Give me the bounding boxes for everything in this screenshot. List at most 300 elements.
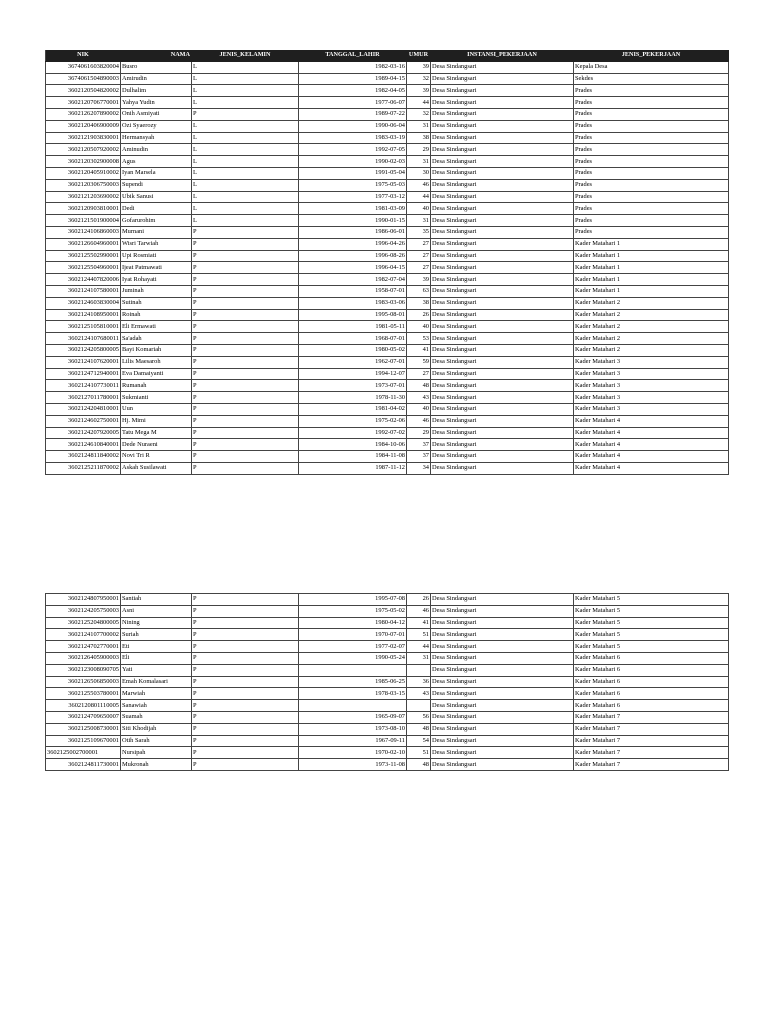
cell-umur: 59 <box>407 356 431 368</box>
cell-tanggal-lahir: 1983-03-06 <box>299 297 407 309</box>
cell-instansi-pekerjaan: Desa Sindangsari <box>431 61 574 73</box>
cell-tanggal-lahir: 1978-03-15 <box>299 688 407 700</box>
cell-jenis-kelamin: P <box>192 652 299 664</box>
table-row <box>46 97 729 109</box>
cell-nik: 3602124107730011 <box>46 380 121 392</box>
table-row <box>46 594 729 606</box>
cell-nik: 3602125211870002 <box>46 462 121 474</box>
cell-jenis-pekerjaan: Prades <box>574 215 729 227</box>
cell-umur: 39 <box>407 85 431 97</box>
cell-nama: Bayi Komariah <box>121 344 192 356</box>
table-row <box>46 108 729 120</box>
cell-nama: Onih Asmiyati <box>121 108 192 120</box>
cell-instansi-pekerjaan: Desa Sindangsari <box>431 203 574 215</box>
cell-umur: 29 <box>407 144 431 156</box>
cell-jenis-kelamin: P <box>192 262 299 274</box>
cell-umur: 48 <box>407 380 431 392</box>
cell-jenis-kelamin: P <box>192 238 299 250</box>
cell-tanggal-lahir: 1996-04-15 <box>299 262 407 274</box>
table-row <box>46 167 729 179</box>
cell-umur: 31 <box>407 156 431 168</box>
cell-umur: 39 <box>407 274 431 286</box>
cell-nik: 3602126506850003 <box>46 676 121 688</box>
cell-instansi-pekerjaan: Desa Sindangsari <box>431 462 574 474</box>
cell-nama: Iyat Rohayati <box>121 274 192 286</box>
cell-jenis-kelamin: L <box>192 167 299 179</box>
cell-tanggal-lahir <box>299 664 407 676</box>
cell-umur: 37 <box>407 451 431 463</box>
cell-tanggal-lahir: 1989-04-15 <box>299 73 407 85</box>
cell-nama: Marwiah <box>121 688 192 700</box>
cell-nik: 3602121501900004 <box>46 215 121 227</box>
cell-umur: 37 <box>407 439 431 451</box>
cell-nama: Novi Tri R <box>121 451 192 463</box>
cell-nik: 3602124407820006 <box>46 274 121 286</box>
cell-jenis-pekerjaan: Kader Matahari 1 <box>574 238 729 250</box>
cell-umur: 51 <box>407 747 431 759</box>
cell-nama: Suriah <box>121 629 192 641</box>
cell-nik: 3602125502990001 <box>46 250 121 262</box>
cell-nama: Lilis Maesaroh <box>121 356 192 368</box>
cell-instansi-pekerjaan: Desa Sindangsari <box>431 700 574 712</box>
cell-jenis-pekerjaan: Kader Matahari 2 <box>574 344 729 356</box>
table-row <box>46 297 729 309</box>
cell-jenis-kelamin: L <box>192 156 299 168</box>
cell-nama: Murnani <box>121 226 192 238</box>
cell-umur: 40 <box>407 203 431 215</box>
cell-nama: Ozi Syaerozy <box>121 120 192 132</box>
cell-tanggal-lahir: 1989-07-22 <box>299 108 407 120</box>
table-row <box>46 403 729 415</box>
cell-nik: 3602120302900008 <box>46 156 121 168</box>
cell-jenis-kelamin: L <box>192 85 299 97</box>
cell-nama: Supendi <box>121 179 192 191</box>
cell-nik: 3602121203690002 <box>46 191 121 203</box>
table-row <box>46 747 729 759</box>
cell-nama: Agus <box>121 156 192 168</box>
cell-nama: Ijeat Patmawati <box>121 262 192 274</box>
cell-instansi-pekerjaan: Desa Sindangsari <box>431 392 574 404</box>
cell-jenis-kelamin: P <box>192 285 299 297</box>
cell-umur: 48 <box>407 759 431 771</box>
cell-jenis-pekerjaan: Kader Matahari 2 <box>574 309 729 321</box>
cell-umur: 51 <box>407 629 431 641</box>
cell-umur: 38 <box>407 297 431 309</box>
cell-jenis-pekerjaan: Kader Matahari 5 <box>574 605 729 617</box>
cell-umur: 32 <box>407 108 431 120</box>
table-row <box>46 700 729 712</box>
cell-tanggal-lahir: 1982-07-04 <box>299 274 407 286</box>
cell-jenis-pekerjaan: Kader Matahari 3 <box>574 356 729 368</box>
cell-nama: Wisri Tarwiah <box>121 238 192 250</box>
cell-nama: Eli <box>121 652 192 664</box>
cell-instansi-pekerjaan: Desa Sindangsari <box>431 344 574 356</box>
table-row <box>46 73 729 85</box>
cell-jenis-pekerjaan: Prades <box>574 132 729 144</box>
cell-tanggal-lahir: 1990-02-03 <box>299 156 407 168</box>
cell-nama: Mukronah <box>121 759 192 771</box>
cell-tanggal-lahir: 1992-07-02 <box>299 427 407 439</box>
cell-instansi-pekerjaan: Desa Sindangsari <box>431 711 574 723</box>
cell-jenis-kelamin: P <box>192 723 299 735</box>
cell-tanggal-lahir: 1973-07-01 <box>299 380 407 392</box>
cell-tanggal-lahir: 1978-11-30 <box>299 392 407 404</box>
cell-nik: 3602124107580001 <box>46 285 121 297</box>
table-row <box>46 380 729 392</box>
cell-nama: Hermansyah <box>121 132 192 144</box>
table-row <box>46 333 729 345</box>
cell-tanggal-lahir: 1977-02-07 <box>299 641 407 653</box>
cell-jenis-kelamin: P <box>192 250 299 262</box>
cell-jenis-pekerjaan: Prades <box>574 108 729 120</box>
cell-instansi-pekerjaan: Desa Sindangsari <box>431 73 574 85</box>
cell-nama: Askah Susilawati <box>121 462 192 474</box>
cell-instansi-pekerjaan: Desa Sindangsari <box>431 652 574 664</box>
cell-instansi-pekerjaan: Desa Sindangsari <box>431 641 574 653</box>
cell-nik: 3602120405910002 <box>46 167 121 179</box>
cell-jenis-pekerjaan: Kader Matahari 1 <box>574 250 729 262</box>
table-row <box>46 617 729 629</box>
cell-jenis-pekerjaan: Prades <box>574 167 729 179</box>
cell-jenis-pekerjaan: Kader Matahari 1 <box>574 274 729 286</box>
cell-jenis-kelamin: P <box>192 605 299 617</box>
cell-umur: 31 <box>407 120 431 132</box>
table-row <box>46 191 729 203</box>
cell-instansi-pekerjaan: Desa Sindangsari <box>431 250 574 262</box>
table-row <box>46 344 729 356</box>
cell-umur: 27 <box>407 250 431 262</box>
cell-umur: 29 <box>407 427 431 439</box>
cell-nik: 3602124108950001 <box>46 309 121 321</box>
cell-instansi-pekerjaan: Desa Sindangsari <box>431 403 574 415</box>
cell-tanggal-lahir <box>299 700 407 712</box>
cell-nama: Sanawiah <box>121 700 192 712</box>
cell-nik: 3602120507920002 <box>46 144 121 156</box>
cell-jenis-kelamin: P <box>192 451 299 463</box>
cell-nik: 3602125503780001 <box>46 688 121 700</box>
cell-jenis-kelamin: L <box>192 215 299 227</box>
table-row <box>46 652 729 664</box>
cell-jenis-kelamin: P <box>192 594 299 606</box>
cell-instansi-pekerjaan: Desa Sindangsari <box>431 676 574 688</box>
cell-nik: 3602125109670001 <box>46 735 121 747</box>
cell-nik: 3602126207890002 <box>46 108 121 120</box>
table-row <box>46 629 729 641</box>
cell-jenis-kelamin: P <box>192 439 299 451</box>
cell-nama: Asni <box>121 605 192 617</box>
table-row <box>46 415 729 427</box>
cell-nik: 3602120903810001 <box>46 203 121 215</box>
cell-instansi-pekerjaan: Desa Sindangsari <box>431 285 574 297</box>
cell-jenis-pekerjaan: Kader Matahari 4 <box>574 462 729 474</box>
cell-instansi-pekerjaan: Desa Sindangsari <box>431 605 574 617</box>
cell-nik: 3602127011780001 <box>46 392 121 404</box>
cell-tanggal-lahir: 1981-05-11 <box>299 321 407 333</box>
cell-jenis-kelamin: P <box>192 309 299 321</box>
table-row <box>46 203 729 215</box>
cell-jenis-pekerjaan: Prades <box>574 226 729 238</box>
cell-instansi-pekerjaan: Desa Sindangsari <box>431 262 574 274</box>
cell-nik: 3602124205750003 <box>46 605 121 617</box>
cell-tanggal-lahir: 1996-04-26 <box>299 238 407 250</box>
cell-tanggal-lahir: 1987-11-12 <box>299 462 407 474</box>
cell-instansi-pekerjaan: Desa Sindangsari <box>431 179 574 191</box>
cell-instansi-pekerjaan: Desa Sindangsari <box>431 108 574 120</box>
cell-jenis-kelamin: L <box>192 73 299 85</box>
cell-instansi-pekerjaan: Desa Sindangsari <box>431 132 574 144</box>
cell-nik: 3602124107620001 <box>46 356 121 368</box>
data-table-page-1 <box>45 50 729 475</box>
cell-umur: 48 <box>407 723 431 735</box>
cell-nik: 3674061603820004 <box>46 61 121 73</box>
cell-tanggal-lahir: 1970-02-10 <box>299 747 407 759</box>
cell-tanggal-lahir: 1990-05-24 <box>299 652 407 664</box>
cell-nama: Rumanah <box>121 380 192 392</box>
cell-jenis-kelamin: L <box>192 120 299 132</box>
cell-umur: 27 <box>407 262 431 274</box>
cell-jenis-pekerjaan: Kader Matahari 2 <box>574 333 729 345</box>
table-row <box>46 156 729 168</box>
cell-nik: 3602120706770001 <box>46 97 121 109</box>
cell-nik: 3602123008090705 <box>46 664 121 676</box>
cell-tanggal-lahir: 1965-09-07 <box>299 711 407 723</box>
cell-nama: Eti <box>121 641 192 653</box>
cell-umur: 38 <box>407 132 431 144</box>
cell-umur: 26 <box>407 309 431 321</box>
cell-nama: Dedi <box>121 203 192 215</box>
cell-nik: 3602124205800005 <box>46 344 121 356</box>
table-row <box>46 285 729 297</box>
cell-instansi-pekerjaan: Desa Sindangsari <box>431 191 574 203</box>
cell-nik: 3602125504960001 <box>46 262 121 274</box>
cell-umur: 39 <box>407 61 431 73</box>
cell-nik: 3602120504820002 <box>46 85 121 97</box>
cell-jenis-pekerjaan: Sekdes <box>574 73 729 85</box>
cell-umur: 27 <box>407 238 431 250</box>
cell-nik: 3602124807950001 <box>46 594 121 606</box>
table-row <box>46 605 729 617</box>
cell-instansi-pekerjaan: Desa Sindangsari <box>431 415 574 427</box>
cell-instansi-pekerjaan: Desa Sindangsari <box>431 380 574 392</box>
cell-tanggal-lahir: 1958-07-01 <box>299 285 407 297</box>
cell-tanggal-lahir: 1985-06-25 <box>299 676 407 688</box>
cell-nama: Eva Damaiyanti <box>121 368 192 380</box>
cell-umur: 44 <box>407 191 431 203</box>
cell-umur: 43 <box>407 392 431 404</box>
cell-jenis-pekerjaan: Kader Matahari 6 <box>574 688 729 700</box>
cell-jenis-kelamin: P <box>192 711 299 723</box>
cell-jenis-kelamin: P <box>192 759 299 771</box>
cell-nik: 3602124811840002 <box>46 451 121 463</box>
cell-jenis-pekerjaan: Kader Matahari 6 <box>574 676 729 688</box>
cell-nama: Ubik Sanusi <box>121 191 192 203</box>
cell-tanggal-lahir: 1992-07-05 <box>299 144 407 156</box>
cell-nik: 3602126405900003 <box>46 652 121 664</box>
cell-tanggal-lahir: 1981-03-09 <box>299 203 407 215</box>
table-row <box>46 462 729 474</box>
data-table-page-2 <box>45 593 729 771</box>
cell-nama: Gofarurohim <box>121 215 192 227</box>
cell-nik: 3602124702770001 <box>46 641 121 653</box>
cell-instansi-pekerjaan: Desa Sindangsari <box>431 85 574 97</box>
table-body-page-1 <box>46 61 729 474</box>
cell-jenis-pekerjaan: Kader Matahari 5 <box>574 594 729 606</box>
cell-jenis-pekerjaan: Kader Matahari 4 <box>574 439 729 451</box>
cell-tanggal-lahir: 1975-02-06 <box>299 415 407 427</box>
cell-jenis-kelamin: L <box>192 132 299 144</box>
cell-nik: 3602125105810001 <box>46 321 121 333</box>
cell-nama: Yahya Yudin <box>121 97 192 109</box>
cell-jenis-kelamin: P <box>192 368 299 380</box>
cell-nik: 3602121903830001 <box>46 132 121 144</box>
table-row <box>46 427 729 439</box>
cell-nama: Dulhalim <box>121 85 192 97</box>
cell-instansi-pekerjaan: Desa Sindangsari <box>431 167 574 179</box>
cell-jenis-pekerjaan: Kader Matahari 6 <box>574 664 729 676</box>
cell-umur <box>407 664 431 676</box>
cell-jenis-pekerjaan: Kader Matahari 3 <box>574 368 729 380</box>
cell-jenis-pekerjaan: Prades <box>574 191 729 203</box>
table-row <box>46 688 729 700</box>
cell-tanggal-lahir: 1982-04-05 <box>299 85 407 97</box>
cell-jenis-pekerjaan: Kader Matahari 5 <box>574 629 729 641</box>
cell-nama: Amirudin <box>121 73 192 85</box>
cell-nik: 3602124602750001 <box>46 415 121 427</box>
cell-umur: 53 <box>407 333 431 345</box>
cell-nik: 3602124712940001 <box>46 368 121 380</box>
cell-tanggal-lahir: 1973-11-08 <box>299 759 407 771</box>
cell-nama: Emah Komalasari <box>121 676 192 688</box>
cell-instansi-pekerjaan: Desa Sindangsari <box>431 321 574 333</box>
table-row <box>46 321 729 333</box>
cell-jenis-kelamin: P <box>192 403 299 415</box>
cell-nama: Nining <box>121 617 192 629</box>
cell-nik: 3602124709650007 <box>46 711 121 723</box>
cell-jenis-kelamin: P <box>192 356 299 368</box>
cell-instansi-pekerjaan: Desa Sindangsari <box>431 356 574 368</box>
cell-nik: 3602126604960001 <box>46 238 121 250</box>
table-row <box>46 132 729 144</box>
cell-nik: 3602120801110005 <box>46 700 121 712</box>
table-row <box>46 61 729 73</box>
cell-instansi-pekerjaan: Desa Sindangsari <box>431 617 574 629</box>
cell-jenis-pekerjaan: Kader Matahari 3 <box>574 380 729 392</box>
cell-jenis-kelamin: P <box>192 664 299 676</box>
cell-jenis-kelamin: P <box>192 297 299 309</box>
table-row <box>46 226 729 238</box>
cell-nik: 3602124610840001 <box>46 439 121 451</box>
cell-tanggal-lahir: 1970-07-01 <box>299 629 407 641</box>
cell-jenis-kelamin: P <box>192 108 299 120</box>
cell-jenis-pekerjaan: Kader Matahari 7 <box>574 759 729 771</box>
cell-tanggal-lahir: 1982-03-16 <box>299 61 407 73</box>
cell-instansi-pekerjaan: Desa Sindangsari <box>431 759 574 771</box>
cell-umur: 41 <box>407 617 431 629</box>
cell-jenis-pekerjaan: Kader Matahari 4 <box>574 427 729 439</box>
table-row <box>46 641 729 653</box>
cell-umur: 41 <box>407 344 431 356</box>
table-row <box>46 356 729 368</box>
cell-umur: 27 <box>407 368 431 380</box>
cell-nama: Juminah <box>121 285 192 297</box>
cell-tanggal-lahir: 1975-05-02 <box>299 605 407 617</box>
cell-umur: 46 <box>407 179 431 191</box>
table-body-page-2 <box>46 594 729 771</box>
cell-tanggal-lahir: 1995-07-08 <box>299 594 407 606</box>
cell-instansi-pekerjaan: Desa Sindangsari <box>431 451 574 463</box>
cell-tanggal-lahir: 1984-10-06 <box>299 439 407 451</box>
cell-jenis-pekerjaan: Kader Matahari 2 <box>574 297 729 309</box>
cell-tanggal-lahir: 1990-01-15 <box>299 215 407 227</box>
cell-jenis-pekerjaan: Kader Matahari 2 <box>574 321 729 333</box>
cell-instansi-pekerjaan: Desa Sindangsari <box>431 747 574 759</box>
table-row <box>46 392 729 404</box>
table-row <box>46 238 729 250</box>
cell-jenis-pekerjaan: Kader Matahari 4 <box>574 415 729 427</box>
header-umur: UMUR <box>407 50 431 61</box>
cell-nama: Siti Khodijah <box>121 723 192 735</box>
cell-nama: Sukmianti <box>121 392 192 404</box>
cell-jenis-pekerjaan: Kader Matahari 6 <box>574 652 729 664</box>
cell-tanggal-lahir: 1990-06-04 <box>299 120 407 132</box>
cell-jenis-pekerjaan: Kepala Desa <box>574 61 729 73</box>
cell-jenis-pekerjaan: Kader Matahari 7 <box>574 747 729 759</box>
cell-nama: Iyan Marsela <box>121 167 192 179</box>
cell-nama: Sutinah <box>121 297 192 309</box>
cell-instansi-pekerjaan: Desa Sindangsari <box>431 156 574 168</box>
cell-jenis-kelamin: P <box>192 333 299 345</box>
cell-tanggal-lahir: 1962-07-01 <box>299 356 407 368</box>
cell-instansi-pekerjaan: Desa Sindangsari <box>431 439 574 451</box>
cell-instansi-pekerjaan: Desa Sindangsari <box>431 144 574 156</box>
cell-tanggal-lahir: 1996-08-26 <box>299 250 407 262</box>
cell-jenis-pekerjaan: Kader Matahari 3 <box>574 403 729 415</box>
cell-instansi-pekerjaan: Desa Sindangsari <box>431 215 574 227</box>
cell-nik: 3602124204810001 <box>46 403 121 415</box>
cell-jenis-kelamin: P <box>192 344 299 356</box>
cell-jenis-kelamin: P <box>192 321 299 333</box>
cell-umur: 46 <box>407 415 431 427</box>
cell-jenis-pekerjaan: Prades <box>574 97 729 109</box>
cell-umur: 56 <box>407 711 431 723</box>
cell-umur: 44 <box>407 97 431 109</box>
cell-jenis-kelamin: P <box>192 735 299 747</box>
cell-jenis-kelamin: P <box>192 617 299 629</box>
table-row <box>46 144 729 156</box>
table-row <box>46 676 729 688</box>
cell-jenis-kelamin: P <box>192 415 299 427</box>
cell-nama: Santiah <box>121 594 192 606</box>
cell-jenis-pekerjaan: Kader Matahari 1 <box>574 285 729 297</box>
cell-nama: Yati <box>121 664 192 676</box>
cell-nama: Nursipah <box>121 747 192 759</box>
cell-jenis-kelamin: L <box>192 203 299 215</box>
cell-umur: 44 <box>407 641 431 653</box>
cell-umur: 31 <box>407 652 431 664</box>
cell-jenis-pekerjaan: Kader Matahari 6 <box>574 700 729 712</box>
cell-instansi-pekerjaan: Desa Sindangsari <box>431 688 574 700</box>
cell-jenis-pekerjaan: Kader Matahari 7 <box>574 723 729 735</box>
cell-jenis-pekerjaan: Prades <box>574 156 729 168</box>
cell-jenis-pekerjaan: Kader Matahari 7 <box>574 711 729 723</box>
table-row <box>46 759 729 771</box>
table-row <box>46 368 729 380</box>
cell-jenis-kelamin: L <box>192 179 299 191</box>
cell-nik: 3602124603830004 <box>46 297 121 309</box>
cell-instansi-pekerjaan: Desa Sindangsari <box>431 274 574 286</box>
table-row <box>46 179 729 191</box>
cell-tanggal-lahir: 1980-05-02 <box>299 344 407 356</box>
